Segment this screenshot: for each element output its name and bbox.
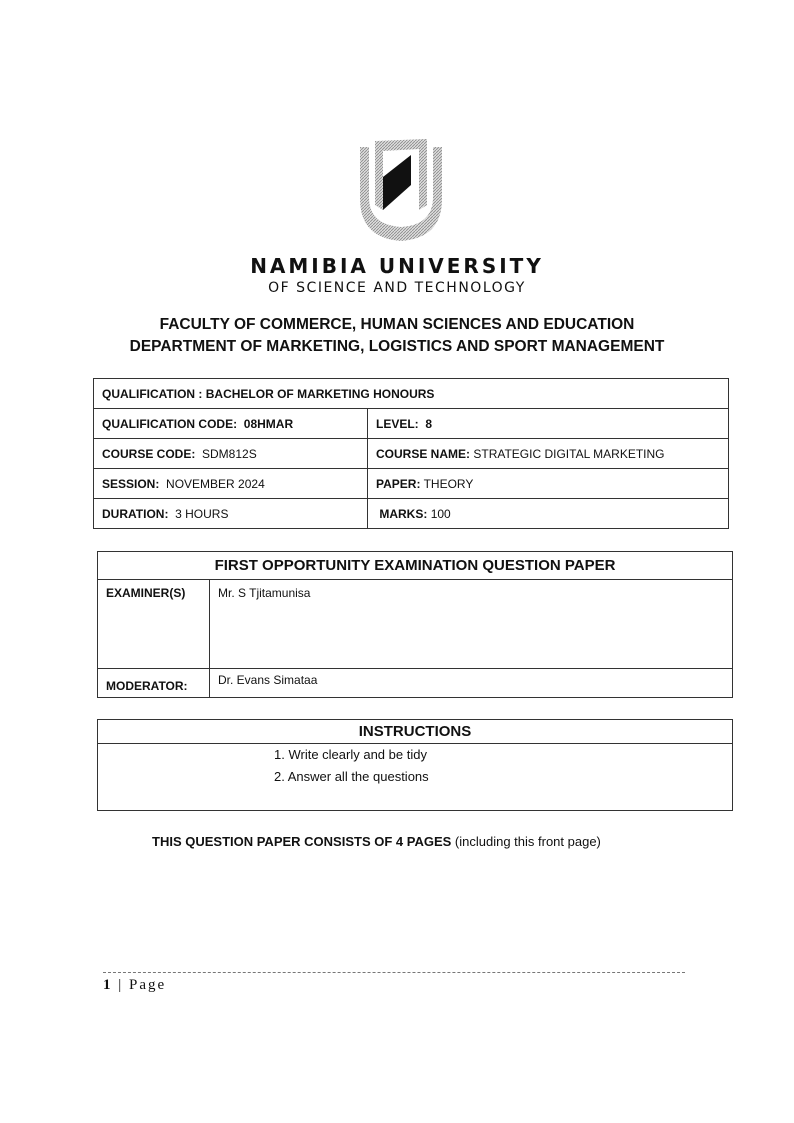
qualification-code-cell: QUALIFICATION CODE: 08HMAR	[94, 409, 368, 439]
exam-title: FIRST OPPORTUNITY EXAMINATION QUESTION PAPER	[98, 552, 733, 580]
university-name: NAMIBIA UNIVERSITY	[250, 254, 544, 278]
faculty-name: FACULTY OF COMMERCE, HUMAN SCIENCES AND EDUCATION	[159, 316, 635, 333]
course-name-cell: COURSE NAME: STRATEGIC DIGITAL MARKETING	[368, 439, 729, 469]
instruction-item: 2. Answer all the questions	[274, 769, 429, 784]
moderator-label: MODERATOR:	[98, 669, 210, 698]
marks-cell: MARKS: 100	[368, 499, 729, 529]
examiner-label: EXAMINER(S)	[98, 580, 210, 669]
examiners-table	[97, 551, 733, 698]
instructions-table	[97, 719, 733, 811]
examiner-name: Mr. S Tjitamunisa	[210, 580, 733, 669]
university-subtitle: OF SCIENCE AND TECHNOLOGY	[268, 280, 526, 296]
footer-divider	[103, 972, 685, 973]
instruction-item: 1. Write clearly and be tidy	[274, 747, 427, 762]
level-cell: LEVEL: 8	[368, 409, 729, 439]
university-logo	[355, 135, 447, 243]
department-name: DEPARTMENT OF MARKETING, LOGISTICS AND SPORT MANAGEMENT	[129, 338, 665, 355]
course-details-table	[93, 378, 729, 529]
session-cell: SESSION: NOVEMBER 2024	[94, 469, 368, 499]
page-number: 1 | Page	[103, 977, 167, 993]
course-code-cell: COURSE CODE: SDM812S	[94, 439, 368, 469]
moderator-name: Dr. Evans Simataa	[210, 669, 733, 698]
qualification-cell: QUALIFICATION : BACHELOR OF MARKETING HONOURS	[94, 379, 729, 409]
duration-cell: DURATION: 3 HOURS	[94, 499, 368, 529]
paper-cell: PAPER: THEORY	[368, 469, 729, 499]
pages-note: THIS QUESTION PAPER CONSISTS OF 4 PAGES (including this front page)	[152, 834, 601, 849]
instructions-title: INSTRUCTIONS	[98, 720, 733, 744]
